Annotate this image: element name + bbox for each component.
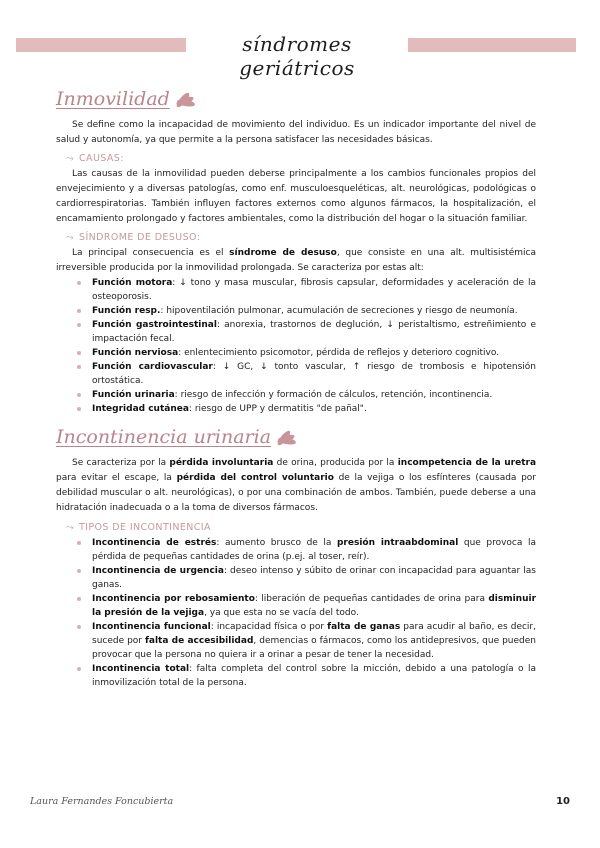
bold-term: pérdida del control voluntario [176, 473, 334, 483]
tipos-list [56, 536, 536, 690]
text-run: de la vejiga o los esfínteres (causada por debilidad muscular o alt. neurológicas), o por una combinación de ambos. También, puede deberse a una hidratación inadecuada o a la toma de diversos fármacos. [56, 473, 536, 513]
causas-paragraph: Las causas de la inmovilidad pueden deberse principalmente a los cambios funcionales propios del envejecimiento y a diversas patologías, como enf. musculoesqueléticas, alt. neurológicas, podológicas o cardiorrespiratorias. También influyen factores externos como algunos fármacos, la hospitalización, el encamamiento prolongado y factores ambientales, como la distribución del hogar o la situación familiar. [56, 169, 536, 224]
item-term: Función gastrointestinal [92, 320, 217, 330]
bold-term: pérdida involuntaria [169, 458, 274, 468]
page-header [0, 32, 600, 80]
item-desc: : deseo intenso y súbito de orinar con incapacidad para aguantar las ganas. [92, 566, 536, 590]
list-item [92, 346, 536, 360]
list-item [92, 536, 536, 564]
list-item [92, 592, 536, 620]
bold-term: falta de accesibilidad [144, 636, 254, 646]
bold-term: incompetencia de la uretra [397, 458, 537, 468]
item-desc: : liberación de pequeñas cantidades de orina para [254, 594, 489, 604]
list-item [92, 402, 536, 416]
text-run: La principal consecuencia es el [72, 248, 230, 258]
item-desc: : aumento brusco de la [216, 538, 337, 548]
section-title-inmovilidad [56, 84, 536, 114]
arrow-icon: ⤳ [66, 522, 75, 533]
item-desc: : falta completa del control sobre la micción, debido a una patología o la inmovilización total de la persona. [92, 664, 536, 688]
item-desc: que provoca la pérdida de pequeñas cantidades de orina (p.ej. al toser, reír). [92, 538, 536, 562]
list-item [92, 662, 536, 690]
bold-term: disminuir la presión de la vejiga [92, 594, 537, 618]
section-title-incontinencia [56, 422, 536, 452]
item-term: Función nerviosa [92, 348, 179, 358]
item-term: Función resp. [92, 306, 161, 316]
item-desc: : ↓ tono y masa muscular, fibrosis capsular, deformidades y aceleración de la osteoporosis. [92, 278, 536, 302]
subheading-label: SÍNDROME DE DESUSO: [79, 232, 201, 243]
item-desc: : incapacidad física o por [210, 622, 328, 632]
author-name: Laura Fernandes Foncubierta [30, 796, 174, 807]
item-desc: para acudir al baño, es decir, sucede por [92, 622, 536, 646]
header-bar-left [16, 38, 186, 52]
bold-term: falta de ganas [327, 622, 401, 632]
bold-term: síndrome de desuso [229, 248, 337, 258]
text-run: , que consiste en una alt. multisistémica irreversible producida por la inmovilidad prolongada. Se caracteriza por estas alt: [56, 248, 536, 273]
item-term: Incontinencia por rebosamiento [92, 594, 255, 604]
item-term: Función motora [92, 278, 173, 288]
item-term: Incontinencia de estrés [92, 538, 217, 548]
section-title-text: Incontinencia urinaria [56, 426, 272, 448]
item-desc: : anorexia, trastornos de deglución, ↓ peristaltismo, estreñimiento e impactación fecal. [92, 320, 536, 344]
subheading-causas [66, 151, 536, 167]
list-item [92, 318, 536, 346]
text-run: para evitar el escape, la [56, 473, 177, 483]
header-bar-right [408, 38, 576, 52]
arrow-icon: ⤳ [66, 153, 75, 164]
item-term: Incontinencia de urgencia [92, 566, 224, 576]
text-run: de orina, producida por la [273, 458, 398, 468]
item-desc: : riesgo de infección y formación de cálculos, retención, incontinencia. [174, 390, 493, 400]
fan-leaf-icon [175, 90, 197, 108]
list-item [92, 276, 536, 304]
item-desc: : enlentecimiento psicomotor, pérdida de reflejos y deterioro cognitivo. [178, 348, 500, 358]
list-item [92, 304, 536, 318]
text-run: Se caracteriza por la [72, 458, 170, 468]
item-desc: : riesgo de UPP y dermatitis "de pañal". [188, 404, 367, 414]
desuso-list [56, 276, 536, 416]
desuso-paragraph [56, 246, 536, 276]
main-content [56, 84, 536, 690]
list-item [92, 388, 536, 402]
item-desc: : ↓ GC, ↓ tonto vascular, ↑ riesgo de trombosis e hipotensión ortostática. [92, 362, 536, 386]
page-number: 10 [556, 796, 570, 807]
subheading-label: TIPOS DE INCONTINENCIA [79, 522, 211, 533]
item-term: Incontinencia funcional [92, 622, 211, 632]
item-term: Función urinaria [92, 390, 175, 400]
intro-paragraph: Se define como la incapacidad de movimiento del individuo. Es un indicador importante del nivel de salud y autonomía, ya que permite a la persona satisfacer las necesidades básicas. [56, 120, 536, 145]
item-term: Integridad cutánea [92, 404, 189, 414]
incontinencia-intro [56, 456, 536, 516]
list-item [92, 360, 536, 388]
arrow-icon: ⤳ [66, 232, 75, 243]
item-desc: , demencias o fármacos, como los antidepresivos, que pueden provocar que la persona no quiera ir a orinar a pesar de tener la necesidad. [92, 636, 536, 660]
subheading-tipos [66, 520, 536, 536]
item-term: Función cardiovascular [92, 362, 213, 372]
fan-leaf-icon [276, 428, 298, 446]
item-desc: : hipoventilación pulmonar, acumulación de secreciones y riesgo de neumonía. [160, 306, 518, 316]
section-title-text: Inmovilidad [56, 88, 170, 110]
list-item [92, 564, 536, 592]
item-term: Incontinencia total [92, 664, 190, 674]
list-item [92, 620, 536, 662]
bold-term: presión intraabdominal [336, 538, 459, 548]
subheading-label: CAUSAS: [79, 153, 124, 164]
page-title: síndromes geriátricos [239, 32, 355, 80]
page-footer [30, 796, 570, 812]
item-desc: , ya que esta no se vacía del todo. [204, 608, 359, 618]
subheading-desuso [66, 230, 536, 246]
